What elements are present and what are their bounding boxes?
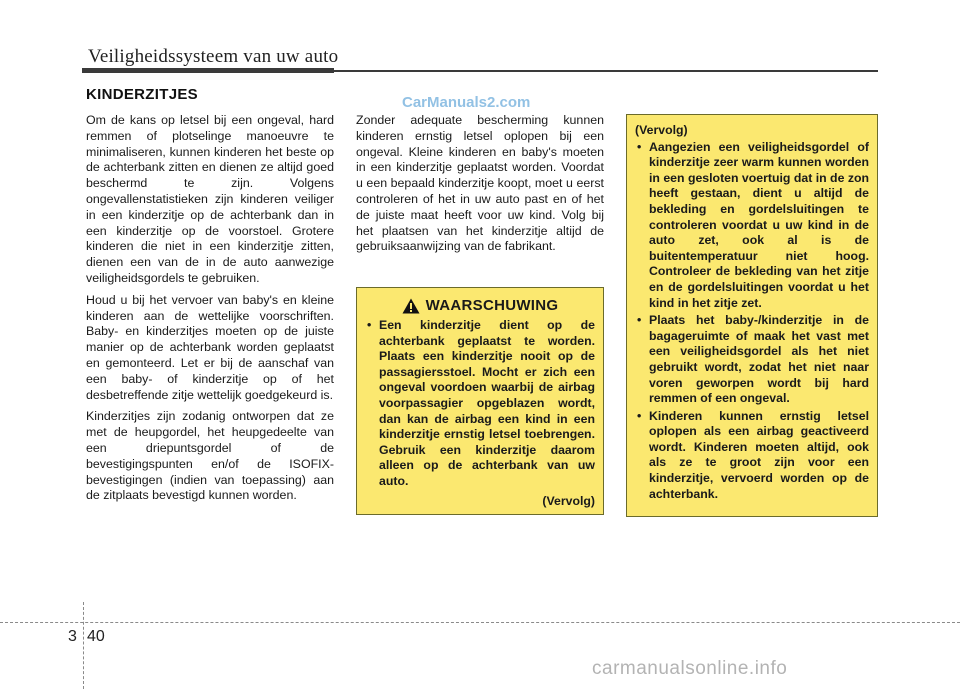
middle-column (356, 113, 604, 261)
continued-list (635, 140, 869, 503)
warning-title: WAARSCHUWING (425, 297, 559, 315)
continued-item-3: • Kinderen kunnen ernstig letsel oplopen als een airbag geactiveerd wordt. Kinderen moeten altijd, ook als ze te groot zijn voor een kinderzitje, vervoerd worden op de achterbank. (635, 409, 869, 503)
warning-continued: (Vervolg) (542, 493, 595, 508)
warning-triangle-icon (402, 298, 420, 314)
warning-box (356, 287, 604, 515)
warning-header (365, 298, 595, 314)
left-column (86, 113, 334, 510)
watermark-top: CarManuals2.com (402, 94, 531, 111)
page-number: 40 (87, 628, 105, 645)
header-rule-thick (82, 68, 334, 73)
section-heading: KINDERZITJES (86, 86, 198, 103)
footer-dashed-rule (0, 622, 960, 623)
chapter-title: Veiligheidssysteem van uw auto (88, 46, 339, 67)
middle-paragraph-1: Zonder adequate bescherming kunnen kinderen ernstig letsel oplopen bij een ongeval. Kleine kinderen en baby's moeten in een kinderzitje geplaatst worden. Voordat u een bepaald kinderzitje koopt, moet u eerst controleren of het in uw auto past en of het de juiste maat heeft voor uw kind. Volg bij het plaatsen van het kinderzitje altijd de gebruiksaanwijzing van de fabrikant. (356, 113, 604, 254)
watermark-bottom: carmanualsonline.info (592, 658, 788, 679)
left-paragraph-1: Om de kans op letsel bij een ongeval, hard remmen of plotselinge manoeuvre te minimaliseren, kunnen kinderen het beste op de achterbank zitten en dienen ze altijd goed beschermd te zijn. Volgens ongevallenstatistieken zijn kinderen veiliger in een kinderzitje op de achterbank dan in een kinderzitje op de voorstoel. Grotere kinderen die niet in een kinderzitje zitten, dienen een van de in de auto aanwezige veiligheidsgordels te gebruiken. (86, 113, 334, 285)
header-rule-thin (334, 70, 878, 72)
left-paragraph-3: Kinderzitjes zijn zodanig ontworpen dat ze met de heupgordel, het heupgedeelte van een driepuntsgordel of de bevestigingspunten en/of de ISOFIX-bevestigingen (indien van toepassing) aan de zitplaats bevestigd kunnen worden. (86, 409, 334, 503)
warning-list (365, 318, 595, 490)
footer-vertical-dashed-rule (83, 602, 84, 689)
continued-heading: (Vervolg) (635, 123, 688, 137)
continued-item-2: • Plaats het baby-/kinderzitje in de bagageruimte of maak het vast met een veiligheidsgordel als het niet gebruikt wordt, zodat het niet naar voren geworpen wordt bij hard remmen of een ongeval. (635, 313, 869, 407)
warning-item-1: • Een kinderzitje dient op de achterbank geplaatst te worden. Plaats een kinderzitje nooit op de passagiersstoel. Mocht er zich een ongeval voordoen waarbij de airbag voorpassagier opgeblazen wordt, dan kan de airbag een kind in een kinderzitje ernstig letsel toebrengen. Gebruik een kinderzitje daarom alleen op de achterbank van uw auto. (365, 318, 595, 490)
continued-item-1: • Aangezien een veiligheidsgordel of kinderzitje zeer warm kunnen worden in een gesloten voertuig dat in de zon heeft gestaan, dient u altijd de bekleding en gordelsluitingen te controleren voordat u uw kind in de auto zet, ook al is de buitentemperatuur niet hoog. Controleer de bekleding van het zitje en de gordelsluitingen voordat u het kind in het zitje zet. (635, 140, 869, 312)
page-chapter-number: 3 (68, 628, 77, 645)
continued-warning-box (626, 114, 878, 517)
left-paragraph-2: Houd u bij het vervoer van baby's en kleine kinderen aan de wettelijke voorschriften. Baby- en kinderzitjes moeten op de juiste manier op de achterbank worden geplaatst en gemonteerd. Let er bij de aanschaf van een baby- of kinderzitje op of het desbetreffende zitje wettelijk goedgekeurd is. (86, 292, 334, 402)
